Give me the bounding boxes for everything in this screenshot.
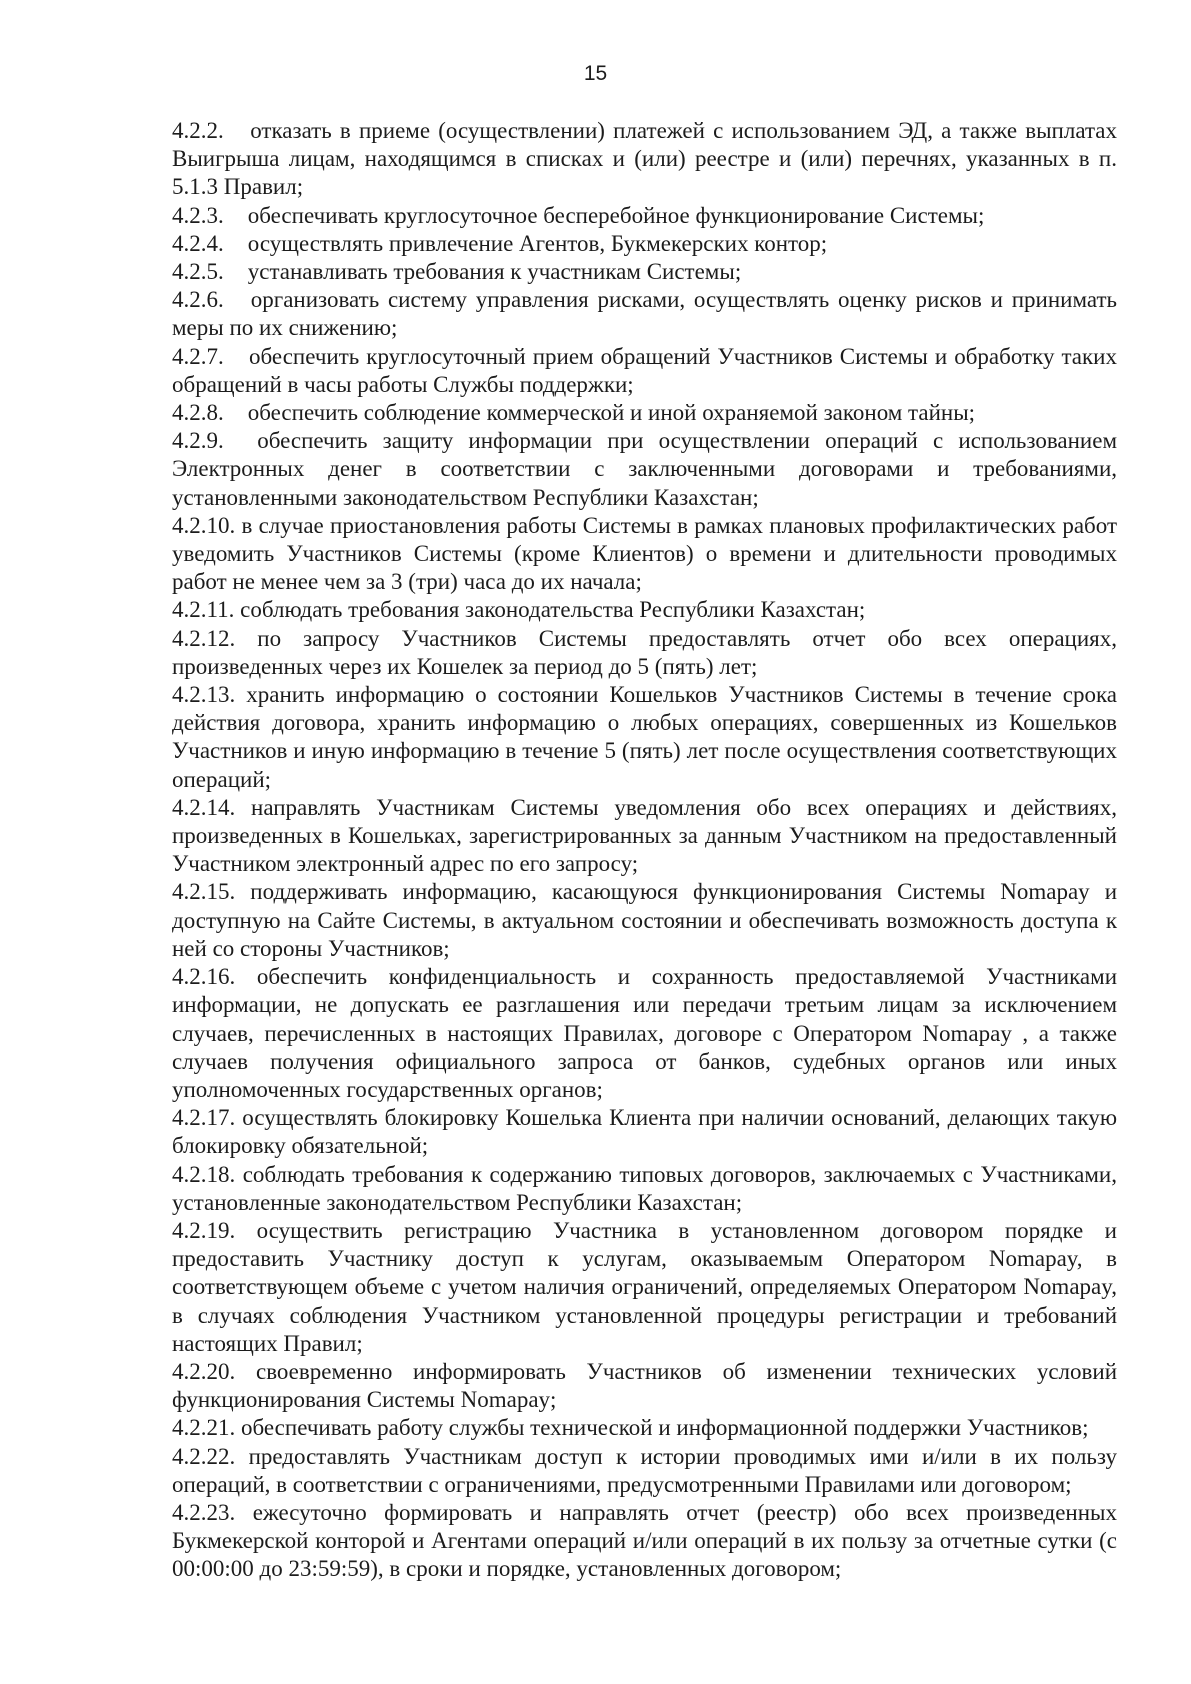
clause-number: 4.2.2. (172, 118, 224, 143)
clause-text: соблюдать требования к содержанию типовых договоров, заключаемых с Участниками, установленные законодательством Республики Казахстан; (172, 1161, 1117, 1215)
clause-text: обеспечить соблюдение коммерческой и иной охраняемой законом тайны; (247, 400, 976, 426)
clause-4-2-7 (172, 343, 1117, 399)
clause-4-2-11 (172, 596, 1117, 624)
clause-text: организовать систему управления рисками, осуществлять оценку рисков и принимать меры по их снижению; (172, 287, 1117, 341)
clause-4-2-17 (172, 1104, 1117, 1160)
clause-4-2-12 (172, 625, 1117, 681)
clause-4-2-4 (172, 230, 1117, 258)
clause-4-2-8 (172, 399, 1117, 427)
clause-number: 4.2.6. (172, 287, 224, 313)
clause-4-2-2 (172, 117, 1117, 202)
clause-number: 4.2.20. (172, 1358, 236, 1384)
clause-4-2-5 (172, 258, 1117, 286)
clause-number: 4.2.8. (172, 400, 224, 426)
clause-4-2-6 (172, 286, 1117, 342)
document-body (172, 117, 1117, 1584)
clause-4-2-9 (172, 427, 1117, 512)
clause-number: 4.2.16. (172, 964, 236, 990)
clause-text: устанавливать требования к участникам Системы; (247, 259, 742, 285)
clause-4-2-13 (172, 681, 1117, 794)
clause-4-2-23 (172, 1499, 1117, 1584)
clause-text: в случае приостановления работы Системы в рамках плановых профилактических работ уведомить Участников Системы (кроме Клиентов) о времени и длительности проводимых работ не менее чем за 3 (три) часа до их начала; (172, 512, 1118, 595)
clause-number: 4.2.13. (172, 682, 236, 708)
clause-number: 4.2.15. (172, 879, 236, 905)
clause-number: 4.2.5. (172, 259, 224, 285)
clause-text: соблюдать требования законодательства Республики Казахстан; (240, 597, 866, 623)
clause-text: обеспечивать работу службы технической и информационной поддержки Участников; (241, 1415, 1089, 1441)
clause-4-2-20 (172, 1358, 1117, 1414)
clause-4-2-22 (172, 1443, 1117, 1499)
clause-text: поддерживать информацию, касающуюся функционирования Системы Nomapay и доступную на Сайте Системы, в актуальном состоянии и обеспечивать возможность доступа к ней со стороны Участников; (172, 879, 1118, 961)
clause-text: по запросу Участников Системы предоставлять отчет обо всех операциях, произведенных через их Кошелек за период до 5 (пять) лет; (172, 625, 1117, 679)
page-number: 15 (583, 62, 608, 85)
clause-number: 4.2.3. (172, 202, 224, 228)
clause-4-2-19 (172, 1217, 1117, 1358)
clause-4-2-18 (172, 1161, 1117, 1217)
clause-text: обеспечить круглосуточный прием обращений Участников Системы и обработку таких обращений в часы работы Службы поддержки; (172, 343, 1117, 397)
clause-number: 4.2.12. (172, 625, 236, 651)
clause-4-2-3 (172, 202, 1117, 230)
clause-text: ежесуточно формировать и направлять отчет (реестр) обо всех произведенных Букмекерской конторой и Агентами операций и/или операций в их пользу за отчетные сутки (с 00:00:00 до 23:59:59), в сроки и порядке, установленных договором; (172, 1499, 1117, 1582)
clause-4-2-14 (172, 794, 1117, 879)
clause-number: 4.2.10. (172, 512, 236, 538)
clause-4-2-10 (172, 512, 1117, 597)
clause-number: 4.2.4. (172, 230, 224, 256)
clause-text: отказать в приеме (осуществлении) платежей с использованием ЭД, а также выплатах Выигрыша лицам, находящимся в списках и (или) реестре и (или) перечнях, указанных в п. 5.1.3 Правил; (172, 118, 1118, 200)
clause-text: осуществлять блокировку Кошелька Клиента при наличии оснований, делающих такую блокировку обязательной; (172, 1105, 1117, 1159)
clause-number: 4.2.21. (172, 1415, 236, 1441)
clause-number: 4.2.19. (172, 1217, 236, 1243)
clause-4-2-15 (172, 878, 1117, 963)
clause-number: 4.2.22. (172, 1443, 236, 1469)
clause-text: обеспечивать круглосуточное бесперебойное функционирование Системы; (247, 202, 985, 228)
clause-text: хранить информацию о состоянии Кошельков Участников Системы в течение срока действия договора, хранить информацию о любых операциях, совершенных из Кошельков Участников и иную информацию в течение 5 (пять) лет после осуществления соответствующих операций; (172, 682, 1117, 792)
clause-text: своевременно информировать Участников об изменении технических условий функционирования Системы Nomapay; (172, 1358, 1118, 1413)
clause-number: 4.2.23. (172, 1499, 236, 1525)
clause-number: 4.2.9. (172, 428, 224, 454)
clause-text: обеспечить защиту информации при осуществлении операций с использованием Электронных денег в соответствии с заключенными договорами и требованиями, установленными законодательством Республики Казахстан; (172, 428, 1118, 510)
clause-text: осуществить регистрацию Участника в установленном договором порядке и предоставить Участнику доступ к услугам, оказываемым Оператором Nomapay, в соответствующем объеме с учетом наличия ограничений, определяемых Оператором Nomapay, в случаях соблюдения Участником установленной процедуры регистрации и требований настоящих Правил; (172, 1217, 1117, 1356)
clause-number: 4.2.7. (172, 343, 224, 369)
clause-text: направлять Участникам Системы уведомления обо всех операциях и действиях, произведенных в Кошельках, зарегистрированных за данным Участником на предоставленный Участником электронный адрес по его запросу; (172, 794, 1117, 877)
clause-number: 4.2.11. (172, 597, 235, 623)
clause-text: обеспечить конфиденциальность и сохранность предоставляемой Участниками информации, не допускать ее разглашения или передачи третьим лицам за исключением случаев, перечисленных в настоящих Правилах, договоре с Оператором Nomapay , а также случаев получения официального запроса от банков, судебных органов или иных уполномоченных государственных органов; (172, 964, 1117, 1102)
clause-4-2-16 (172, 963, 1117, 1104)
clause-number: 4.2.17. (172, 1105, 236, 1131)
clause-text: осуществлять привлечение Агентов, Букмекерских контор; (247, 230, 828, 256)
clause-number: 4.2.18. (172, 1161, 236, 1187)
clause-number: 4.2.14. (172, 794, 236, 820)
clause-text: предоставлять Участникам доступ к истории проводимых ими и/или в их пользу операций, в соответствии с ограничениями, предусмотренными Правилами или договором; (172, 1443, 1118, 1497)
clause-4-2-21 (172, 1414, 1117, 1442)
